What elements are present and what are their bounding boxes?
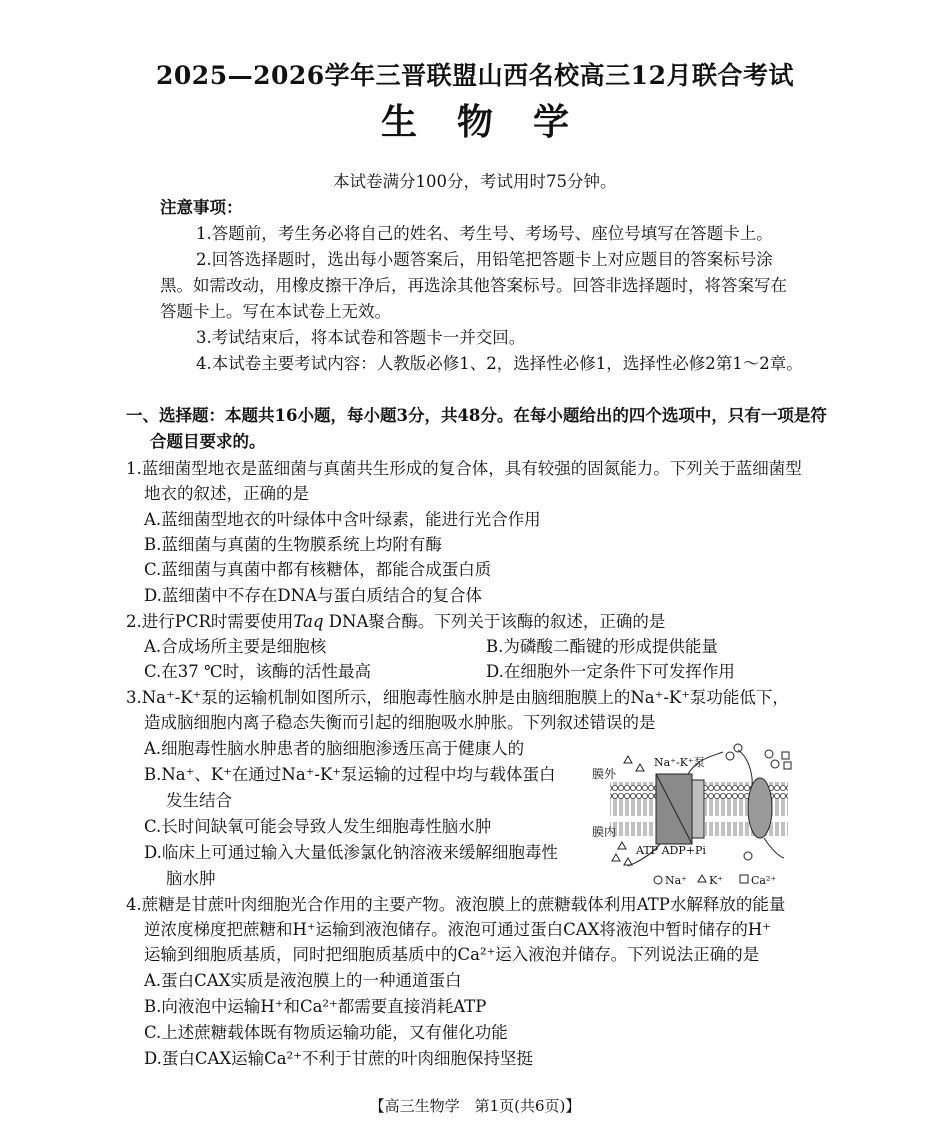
k-ion [612, 854, 620, 861]
q4-option-a: A.蛋白CAX实质是液泡膜上的一种通道蛋白 [144, 971, 462, 990]
legend-na: Na⁺ [665, 874, 687, 887]
k-ion [636, 764, 644, 771]
q3-stem-line-1: 3.Na⁺-K⁺泵的运输机制如图所示，细胞毒性脑水肿是由脑细胞膜上的Na⁺-K⁺泵功能低下， [126, 688, 789, 707]
q3-option-c: C.长时间缺氧可能会导致人发生细胞毒性脑水肿 [144, 817, 492, 836]
q1-stem-line-1: 1.蓝细菌型地衣是蓝细菌与真菌共生形成的复合体，具有较强的固氮能力。下列关于蓝细菌型 [126, 459, 802, 478]
q3-option-b-line-2: 发生结合 [166, 791, 232, 810]
inside-label: 膜内 [592, 825, 617, 839]
q2-option-a: A.合成场所主要是细胞核 [144, 637, 327, 656]
na-ion [734, 744, 742, 752]
na-ion [726, 752, 734, 760]
q3-option-d-line-1: D.临床上可通过输入大量低渗氯化钠溶液来缓解细胞毒性 [144, 843, 558, 862]
q2-option-b: B.为磷酸二酯键的形成提供能量 [486, 637, 718, 656]
notice-line-4: 答题卡上。写在本试卷上无效。 [160, 302, 391, 321]
q1-option-c: C.蓝细菌与真菌中都有核糖体，都能合成蛋白质 [144, 560, 492, 579]
intro-text: 本试卷满分100分，考试用时75分钟。 [333, 172, 617, 191]
legend-k-symbol [698, 875, 706, 882]
q4-stem-line-1: 4.蔗糖是甘蔗叶肉细胞光合作用的主要产物。液泡膜上的蔗糖载体利用ATP水解释放的能量 [126, 895, 786, 914]
notice-line-3: 黑。如需改动，用橡皮擦干净后，再选涂其他答案标号。回答非选择题时，将答案写在 [160, 276, 787, 295]
q1-option-d: D.蓝细菌中不存在DNA与蛋白质结合的复合体 [144, 586, 482, 605]
q3-option-a: A.细胞毒性脑水肿患者的脑细胞渗透压高于健康人的 [144, 739, 525, 758]
k-ion [624, 756, 632, 763]
na-ion [744, 852, 752, 860]
q2-option-d: D.在细胞外一定条件下可发挥作用 [486, 662, 735, 681]
page-footer: 【高三生物学 第1页(共6页)】 [369, 1097, 581, 1115]
sodium-potassium-pump-diagram [588, 738, 793, 888]
notice-line-6: 4.本试卷主要考试内容：人教版必修1、2，选择性必修1，选择性必修2第1～2章。 [196, 354, 803, 373]
na-ion [765, 750, 773, 758]
ca-ion [782, 752, 789, 759]
k-ion [624, 858, 632, 865]
notice-line-1: 1.答题前，考生务必将自己的姓名、考生号、考场号、座位号填写在答题卡上。 [196, 224, 773, 243]
na-ion [771, 760, 779, 768]
notice-heading: 注意事项： [160, 198, 243, 217]
legend-k: K⁺ [709, 874, 724, 887]
q4-stem-line-3: 运输到细胞质基质，同时把细胞质基质中的Ca²⁺运入液泡并储存。下列说法正确的是 [144, 945, 760, 964]
pump-protein-side [692, 780, 704, 838]
q4-option-c: C.上述蔗糖载体既有物质运输功能，又有催化功能 [144, 1023, 508, 1042]
calcium-channel [748, 778, 772, 838]
outside-label: 膜外 [592, 767, 617, 781]
q4-stem-line-2: 逆浓度梯度把蔗糖和H⁺运输到液泡储存。液泡可通过蛋白CAX将液泡中暂时储存的H⁺ [144, 920, 771, 939]
q4-option-b: B.向液泡中运输H⁺和Ca²⁺都需要直接消耗ATP [144, 997, 487, 1016]
q1-option-a: A.蓝细菌型地衣的叶绿体中含叶绿素，能进行光合作用 [144, 510, 541, 529]
q4-option-d: D.蛋白CAX运输Ca²⁺不利于甘蔗的叶肉细胞保持坚挺 [144, 1049, 533, 1068]
ca-ion [784, 762, 791, 769]
section-heading-line-2: 合题目要求的。 [150, 432, 266, 451]
q2-option-c: C.在37 ℃时，该酶的活性最高 [144, 662, 371, 681]
pump-label: Na⁺-K⁺泵 [654, 756, 705, 769]
q3-stem-line-2: 造成脑细胞内离子稳态失衡而引起的细胞吸水肿胀。下列叙述错误的是 [144, 713, 656, 732]
legend-na-symbol [654, 876, 662, 884]
q2-stem-pre: 2.进行PCR时需要使用 [126, 612, 294, 631]
atp-label: ATP ADP+Pi [636, 844, 706, 857]
q3-option-b-line-1: B.Na⁺、K⁺在通过Na⁺-K⁺泵运输的过程中均与载体蛋白 [144, 765, 556, 784]
k-ion [618, 842, 626, 849]
q2-stem-post: DNA聚合酶。下列关于该酶的叙述，正确的是 [323, 612, 666, 631]
notice-line-2: 2.回答选择题时，选出每小题答案后，用铅笔把答题卡上对应题目的答案标号涂 [196, 250, 773, 269]
subject-title: 生物学 [380, 101, 609, 143]
q1-option-b: B.蓝细菌与真菌的生物膜系统上均附有酶 [144, 535, 442, 554]
legend-ca-symbol [740, 875, 748, 883]
q3-option-d-line-2: 脑水肿 [166, 869, 216, 888]
notice-line-5: 3.考试结束后，将本试卷和答题卡一并交回。 [196, 328, 526, 347]
section-heading-line-1: 一、选择题：本题共16小题，每小题3分，共48分。在每小题给出的四个选项中，只有一项是符 [126, 406, 827, 425]
exam-title: 2025—2026学年三晋联盟山西名校高三12月联合考试 [156, 61, 794, 90]
q2-stem [126, 610, 665, 634]
q1-stem-line-2: 地衣的叙述，正确的是 [144, 484, 309, 503]
legend-ca: Ca²⁺ [751, 874, 777, 887]
q2-stem-italic: Taq [293, 612, 324, 631]
